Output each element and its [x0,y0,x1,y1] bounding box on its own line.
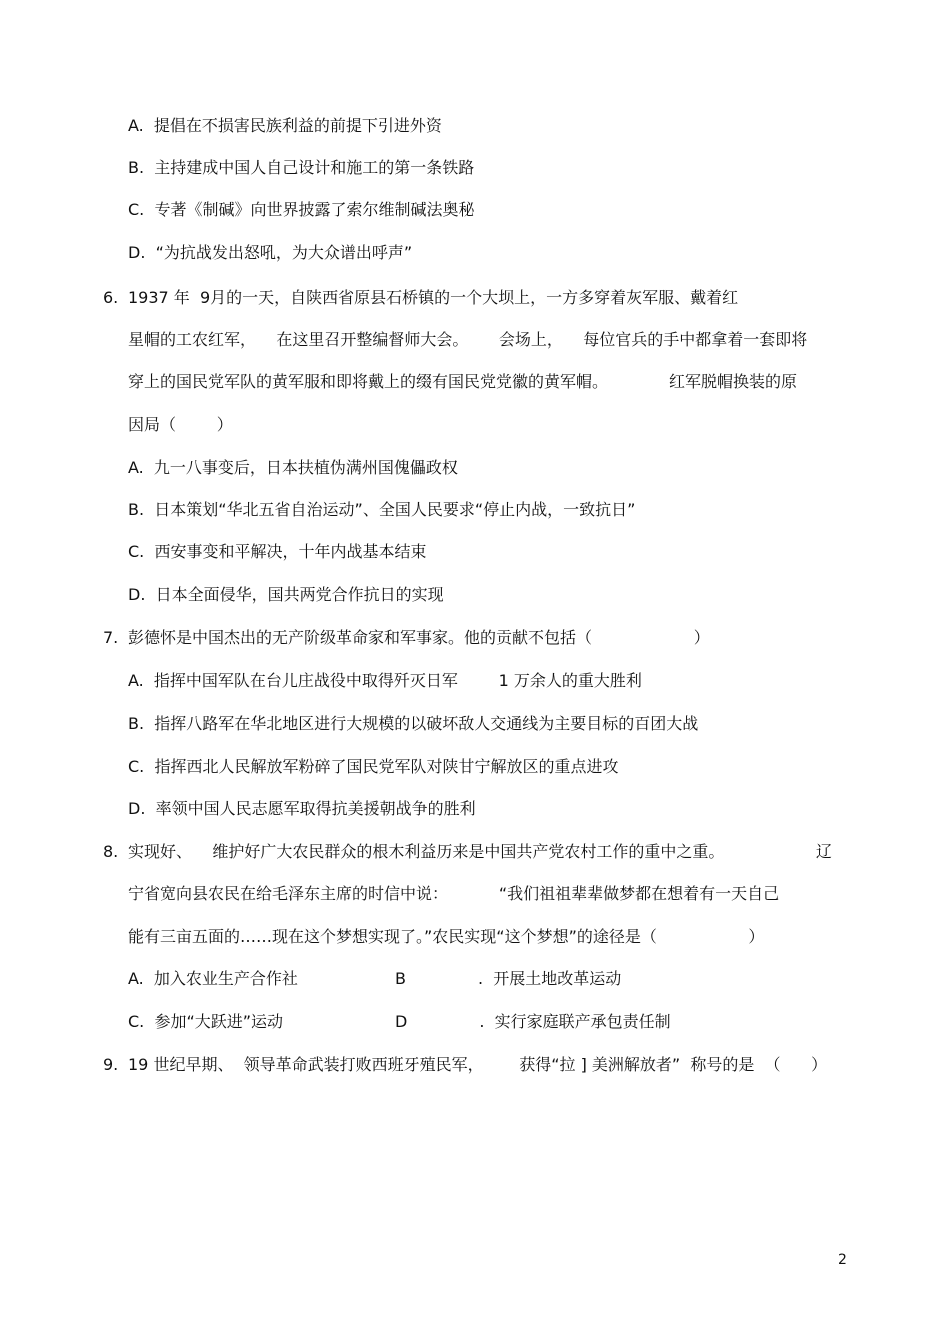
q5-option-d: D. “为抗战发出怒吼，为大众谱出呼声” [128,243,413,262]
q8-option-a: A. 加入农业生产合作社 [128,969,298,988]
q6-stem-line-3: 穿上的国民党军队的黄军服和即将戴上的缀有国民党党徽的黄军帽。 红军脱帽换装的原 [128,372,798,391]
q6-option-a: A. 九一八事变后，日本扶植伪满州国傀儡政权 [128,458,458,477]
q6-number: 6. [103,288,119,307]
q6-option-d: D. 日本全面侵华，国共两党合作抗日的实现 [128,585,444,604]
q6-option-c: C. 西安事变和平解决，十年内战基本结束 [128,542,427,561]
q8-option-d: D . 实行家庭联产承包责任制 [395,1012,671,1031]
q8-stem-line-1: 实现好、 维护好广大农民群众的根木利益历来是中国共产党农村工作的重中之重。 辽 [128,842,832,861]
q9-stem: 19 世纪早期、 领导革命武装打败西班牙殖民军， 获得“拉 ] 美洲解放者” 称号的是 （ ） [128,1055,828,1074]
q6-option-b: B. 日本策划“华北五省自治运动”、全国人民要求“停止内战，一致抗日” [128,500,636,519]
q8-option-c: C. 参加“大跃进”运动 [128,1012,284,1031]
q7-option-b: B. 指挥八路军在华北地区进行大规模的以破坏敌人交通线为主要目标的百团大战 [128,714,699,733]
q7-stem: 彭德怀是中国杰出的无产阶级革命家和军事家。他的贡献不包括（ ） [128,628,710,647]
q6-stem-line-4: 因局（ ） [128,415,233,434]
q8-option-b: B . 开展土地改革运动 [395,969,622,988]
q7-number: 7. [103,628,119,647]
q7-option-a: A. 指挥中国军队在台儿庄战役中取得歼灭日军 1 万余人的重大胜利 [128,671,642,690]
q8-stem-line-3: 能有三亩五面的……现在这个梦想实现了。”农民实现“这个梦想”的途径是（ ） [128,927,765,946]
q7-option-d: D. 率领中国人民志愿军取得抗美援朝战争的胜利 [128,799,476,818]
q8-stem-line-2: 宁省宽向县农民在给毛泽东主席的时信中说： “我们祖祖辈辈做梦都在想着有一天自己 [128,884,780,903]
q5-option-a: A. 提倡在不损害民族利益的前提下引进外资 [128,116,442,135]
q8-number: 8. [103,842,119,861]
page-number: 2 [838,1252,847,1268]
q5-option-c: C. 专著《制碱》向世界披露了索尔维制碱法奥秘 [128,200,475,219]
q9-number: 9. [103,1055,119,1074]
q5-option-b: B. 主持建成中国人自己设计和施工的第一条铁路 [128,158,475,177]
q6-stem-line-1: 1937 年 9月的一天，自陕西省原县石桥镇的一个大坝上，一方多穿着灰军服、戴着红 [128,288,739,307]
q7-option-c: C. 指挥西北人民解放军粉碎了国民党军队对陕甘宁解放区的重点进攻 [128,757,619,776]
q6-stem-line-2: 星帽的工农红军， 在这里召开整编督师大会。 会场上， 每位官兵的手中都拿着一套即将 [128,330,808,349]
